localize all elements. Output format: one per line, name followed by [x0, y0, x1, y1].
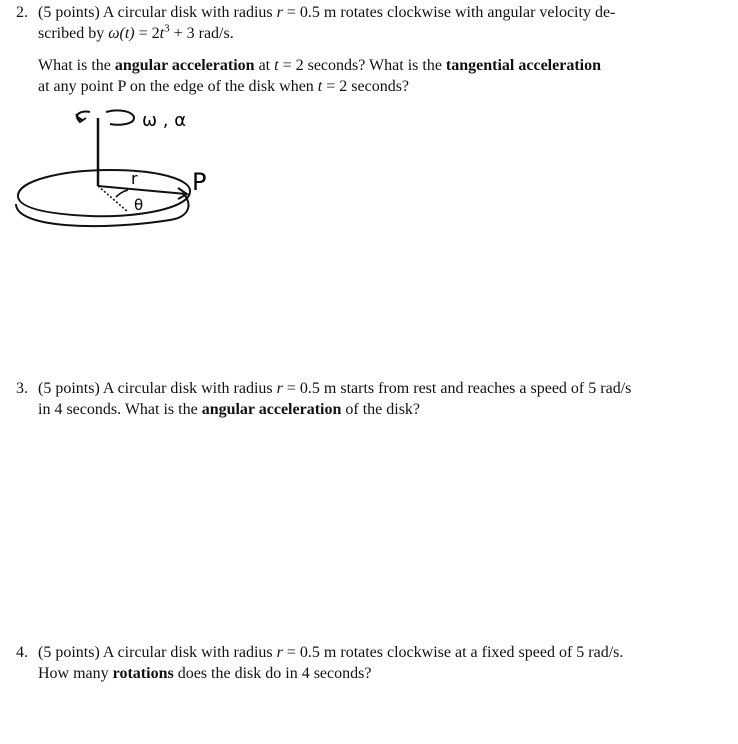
text: at: [254, 57, 275, 74]
math-var: r: [276, 644, 283, 661]
bold-term: tangential acceleration: [445, 57, 601, 74]
text: does the disk do in 4 seconds?: [173, 665, 372, 682]
problem-3: [16, 378, 716, 420]
rotating-disk-figure: [10, 100, 220, 235]
problem-3-line-1: [16, 378, 716, 399]
text: at any point P on the edge of the disk when: [38, 78, 318, 95]
theta-label: θ: [134, 196, 144, 214]
text: = 0.5 m rotates clockwise at a fixed speed of 5 rad/s.: [282, 644, 624, 661]
text: of the disk?: [341, 401, 421, 418]
text: = 2: [134, 25, 160, 42]
problem-number: 3.: [16, 380, 28, 397]
math-var: t: [274, 57, 279, 74]
math-var: t: [317, 78, 323, 95]
problem-4-line-2: [16, 663, 716, 684]
problem-2: [16, 2, 716, 97]
problem-2-question-line-2: [16, 76, 716, 97]
disk-top: [18, 170, 190, 216]
text: A circular disk with radius: [102, 4, 277, 21]
problem-2-question-line-1: [16, 55, 716, 76]
radius-arrow: [98, 186, 186, 194]
rotation-arrow-icon: [76, 110, 134, 124]
text: = 0.5 m starts from rest and reaches a speed of 5 rad/s: [282, 380, 632, 397]
exponent: 3: [164, 22, 170, 35]
math-var: r: [276, 4, 283, 21]
problem-points: (5 points): [38, 644, 100, 661]
text: How many: [38, 665, 113, 682]
problem-4: [16, 642, 716, 684]
bold-term: angular acceleration: [114, 57, 255, 74]
problem-2-line-1: [16, 2, 716, 23]
bold-term: rotations: [112, 665, 174, 682]
text: = 0.5 m rotates clockwise with angular velocity de-: [282, 4, 616, 21]
text: = 2 seconds?: [322, 78, 410, 95]
text: = 2 seconds? What is the: [278, 57, 446, 74]
problem-number: 4.: [16, 644, 28, 661]
text: What is the: [38, 57, 115, 74]
problem-points: (5 points): [38, 380, 100, 397]
radius-label: r: [131, 169, 138, 188]
problem-4-line-1: [16, 642, 716, 663]
problem-2-line-2: [16, 23, 716, 44]
text: + 3 rad/s.: [169, 25, 234, 42]
text: A circular disk with radius: [102, 380, 277, 397]
math-var: ω(t): [108, 25, 135, 42]
problem-points: (5 points): [38, 4, 100, 21]
problem-number: 2.: [16, 4, 28, 21]
math-var: t: [159, 25, 165, 42]
angle-dashed-line: [98, 186, 128, 212]
math-var: r: [276, 380, 283, 397]
text: in 4 seconds. What is the: [38, 401, 202, 418]
text: scribed by: [38, 25, 109, 42]
omega-alpha-label: ω , α: [142, 110, 187, 131]
point-p-label: P: [192, 168, 207, 196]
text: A circular disk with radius: [102, 644, 277, 661]
problem-3-line-2: [16, 399, 716, 420]
angle-arc: [116, 190, 128, 197]
bold-term: angular acceleration: [201, 401, 342, 418]
